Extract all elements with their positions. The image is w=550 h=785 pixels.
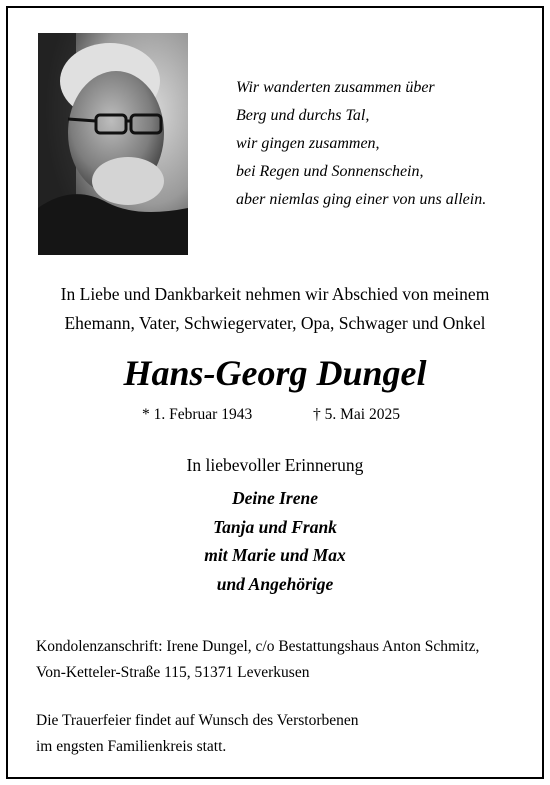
death-date: † 5. Mai 2025 [313,406,400,423]
birth-date: * 1. Februar 1943 [142,406,253,423]
family-line: Tanja und Frank [213,516,337,537]
poem-line: Wir wanderten zusammen über [236,79,435,96]
poem-line: wir gingen zusammen, [236,135,380,152]
ceremony-line: im engsten Familienkreis statt. [36,738,227,755]
portrait-photo [38,33,188,255]
family-signatures [8,484,542,598]
memory-heading: In liebevoller Erinnerung [186,455,364,475]
poem-line: Berg und durchs Tal, [236,107,370,124]
intro-line: In Liebe und Dankbarkeit nehmen wir Abschied von meinem [60,284,490,304]
poem-line: aber niemlas ging einer von uns allein. [236,191,487,208]
ceremony-line: Die Trauerfeier findet auf Wunsch des Verstorbenen [36,712,359,729]
condolence-line: Kondolenzanschrift: Irene Dungel, c/o Bestattungshaus Anton Schmitz, [36,638,480,655]
family-line: und Angehörige [216,573,334,594]
ceremony-note [36,708,536,760]
poem [236,74,536,214]
deceased-name: Hans-Georg Dungel [123,353,427,393]
condolence-address [36,634,536,686]
intro-text [8,280,542,338]
portrait-image [38,33,188,255]
poem-line: bei Regen und Sonnenschein, [236,163,424,180]
obituary-notice [6,6,544,779]
intro-line: Ehemann, Vater, Schwiegervater, Opa, Schwager und Onkel [64,313,486,333]
family-line: Deine Irene [231,488,319,508]
family-line: mit Marie und Max [204,545,346,565]
condolence-line: Von-Ketteler-Straße 115, 51371 Leverkusen [36,664,310,681]
